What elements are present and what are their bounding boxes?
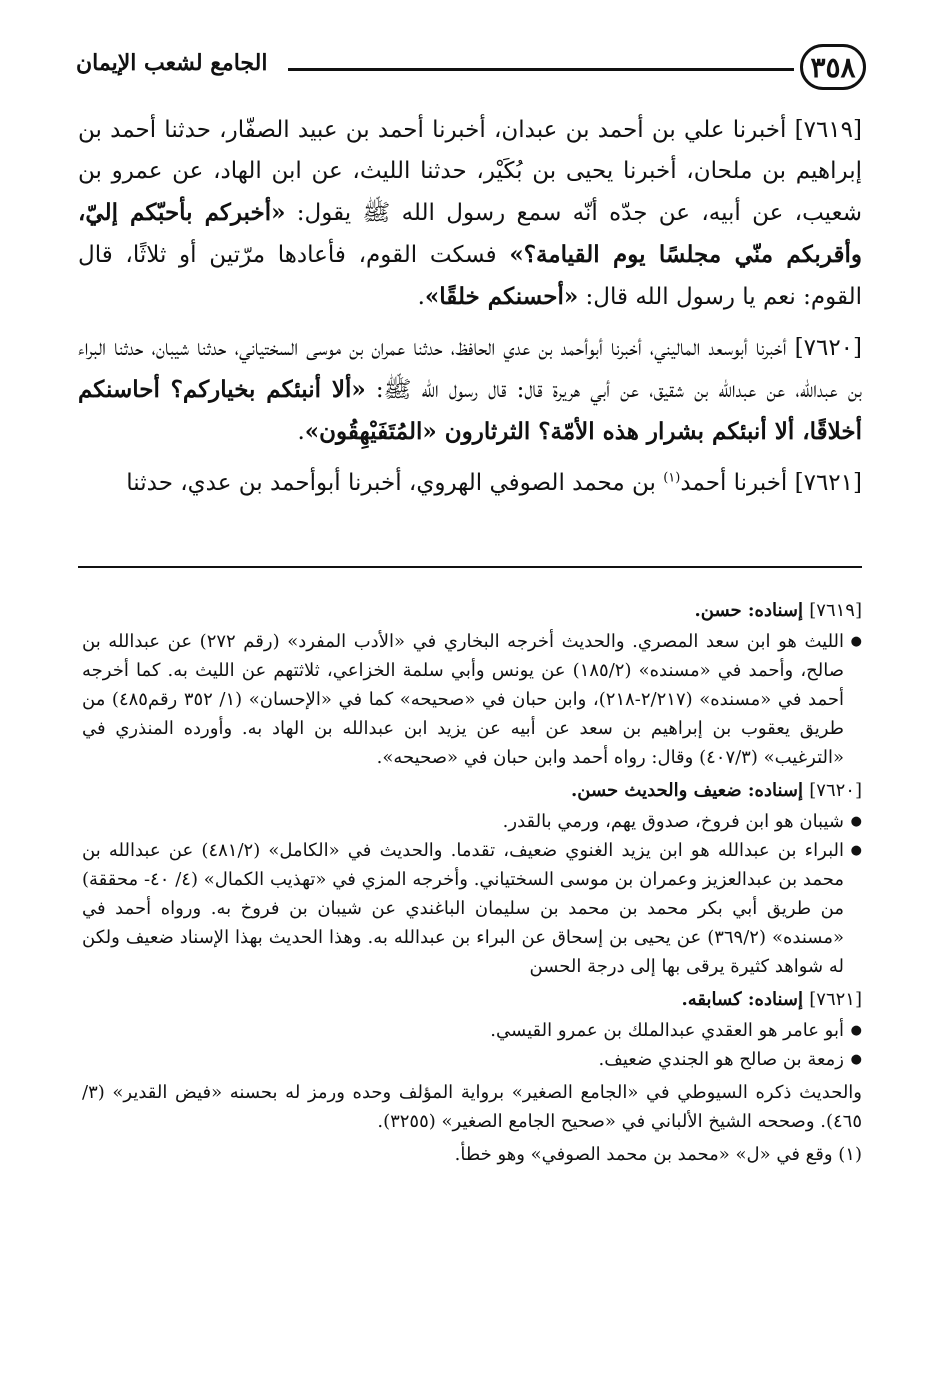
hadith-number: [٧٦٢١] <box>794 470 862 496</box>
footnote-1: (١) وقع في «ل» «محمد بن محمد الصوفي» وهو خطأ. <box>454 1144 862 1165</box>
footnote-ref[interactable]: (١) <box>663 470 681 486</box>
note-bullet: ● البراء بن عبدالله هو ابن يزيد الغنوي ضعيف، تقدما. والحديث في «الكامل» (٤٨١/٢) عن عبدالله بن محمد بن عبدالعزيز وعمران بن موسى السختياني. وأخرجه المزي في «تهذيب الكمال» (٤/ ٤٠- محققة) من طريق أبي بكر محمد بن محمد بن سليمان الباغندي عن شيبان بن فروخ به. ورواه أحمد في «مسنده» (٣٦٩/٢) عن يحيى بن إسحاق عن البراء بن عبدالله به. وهذا الحديث بهذا الإسناد ضعيف ولكن له شواهد كثيرة يرقى بها إلى درجة الحسن <box>82 836 844 981</box>
note-verdict: إسناده: ضعيف والحديث حسن. <box>570 780 803 801</box>
note-bullets-7621 <box>82 1016 862 1074</box>
header-rule <box>288 68 794 71</box>
hadith-chain-continued: بن محمد الصوفي الهروي، أخبرنا أبوأحمد بن عدي، حدثنا <box>126 470 656 496</box>
hadith-number: [٧٦١٩] <box>794 117 862 143</box>
note-bullet: ● أبو عامر هو العقدي عبدالملك بن عمرو القيسي. <box>82 1016 844 1045</box>
note-bullet: ● زمعة بن صالح هو الجندي ضعيف. <box>82 1045 844 1074</box>
hadith-quote: «أخبركم بأحبّكم إليّ، وأقربكم منّي مجلسًا يوم القيامة؟» <box>78 199 862 268</box>
hadith-end-mark: . <box>297 419 305 445</box>
note-heading-7620 <box>82 776 862 805</box>
hadith-end-mark: . <box>417 284 425 310</box>
hadith-quote-answer: «أحسنكم خلقًا» <box>424 283 579 310</box>
hadith-narrative: فسكت القوم، فأعادها مرّتين أو ثلاثًا، قال القوم: نعم يا رسول الله قال: <box>78 242 862 310</box>
note-verdict: إسناده: كسابقه. <box>681 989 803 1010</box>
hadith-7620 <box>78 328 862 453</box>
note-tag: [٧٦١٩] <box>809 600 862 621</box>
note-tag: [٧٦٢٠] <box>809 780 862 801</box>
note-bullet: ● الليث هو ابن سعد المصري. والحديث أخرجه البخاري في «الأدب المفرد» (رقم ٢٧٢) عن عبدالله بن صالح، وأحمد في «مسنده» (١٨٥/٢) عن يونس وأبي سلمة الخزاعي، ثلاثتهم عن الليث به. كما أخرجه أحمد في «مسنده» (٢/٢١٧-٢١٨)، وابن حبان في «صحيحه» كما في «الإحسان» (١/ ٣٥٢ رقم٤٨٥) من طريق يعقوب بن إبراهيم بن سعد عن أبيه عن يزيد ابن عبدالله بن الهاد به. وأورده المنذري في «الترغيب» (٤٠٧/٣) وقال: رواه أحمد وابن حبان في «صحيحه». <box>82 627 844 772</box>
main-text <box>78 110 862 514</box>
hadith-number: [٧٦٢٠] <box>794 335 863 361</box>
hadith-7619 <box>78 110 862 318</box>
note-tag: [٧٦٢١] <box>809 989 862 1010</box>
page-number: ٣٥٨ <box>800 44 866 90</box>
note-bullets-7619 <box>82 627 862 772</box>
hadith-chain: أخبرنا أحمد <box>680 470 788 496</box>
note-verdict: إسناده: حسن. <box>694 600 803 621</box>
commentary-notes <box>82 596 862 1169</box>
hadith-chain: أخبرنا علي بن أحمد بن عبدان، أخبرنا أحمد بن عبيد الصفّار، حدثنا أحمد بن إبراهيم بن ملحان، أخبرنا يحيى بن بُكَيْر، حدثنا الليث، عن ابن الهاد، عن عمرو بن شعيب، عن أبيه، عن جدّه أنّه سمع رسول الله ﷺ يقول: <box>78 117 862 226</box>
note-paragraph: والحديث ذكره السيوطي في «الجامع الصغير» برواية المؤلف وحده ورمز له بحسنه «فيض القدير» (٣/ ٤٦٥). وصححه الشيخ الألباني في «صحيح الجامع الصغير» (٣٢٥٥). <box>82 1082 862 1132</box>
page-header <box>76 38 866 98</box>
note-bullet: ● شيبان هو ابن فروخ، صدوق يهم، ورمي بالقدر. <box>82 807 844 836</box>
hadith-chain: أخبرنا أبوسعد الماليني، أخبرنا أبوأحمد بن عدي الحافظ، حدثنا عمران بن موسى السختياني، حدثنا شيبان، حدثنا البراء بن عبدالله، عن عبدالله بن شقيق، عن أبي هريرة قال: قال رسول الله ﷺ: <box>78 335 862 403</box>
note-heading-7621 <box>82 985 862 1014</box>
note-heading-7619 <box>82 596 862 625</box>
note-bullets-7620 <box>82 807 862 981</box>
hadith-7621 <box>78 463 862 504</box>
running-title: الجامع لشعب الإيمان <box>76 50 268 76</box>
footnote-separator <box>78 566 862 568</box>
hadith-quote: «ألا أنبئكم بخياركم؟ أحاسنكم أخلاقًا، ألا أنبئكم بشرار هذه الأمّة؟ الثرثارون «المُتَفَيْهِقُون» <box>78 376 862 445</box>
